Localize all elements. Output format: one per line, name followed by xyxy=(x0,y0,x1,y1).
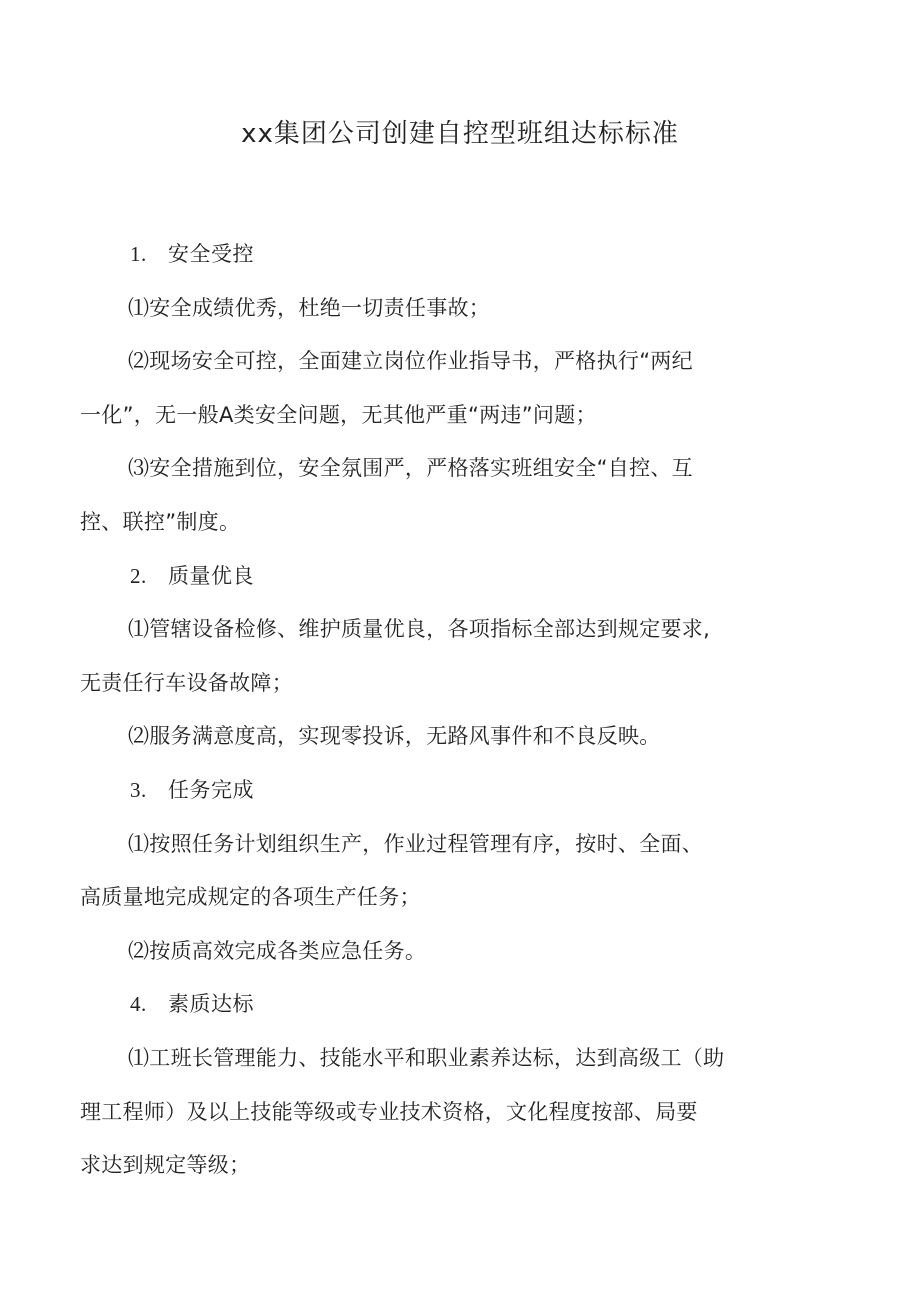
section-heading xyxy=(80,978,780,1032)
section-item xyxy=(80,442,780,549)
section-item xyxy=(80,1032,780,1193)
section-item xyxy=(80,710,780,764)
section-number: 3. xyxy=(130,777,147,802)
item-line: ⑴工班长管理能力、技能水平和职业素养达标，达到高级工（助 xyxy=(128,1045,725,1070)
document-title: xx集团公司创建自控型班组达标标准 xyxy=(241,119,679,149)
section-heading xyxy=(80,228,780,282)
item-line: 控、联控”制度。 xyxy=(80,509,241,534)
section-title: 素质达标 xyxy=(168,992,254,1017)
section-item xyxy=(80,335,780,442)
item-line: 求达到规定等级； xyxy=(80,1153,251,1178)
item-line: 理工程师）及以上技能等级或专业技术资格，文化程度按部、局要 xyxy=(80,1099,698,1124)
item-line: ⑴按照任务计划组织生产，作业过程管理有序，按时、全面、 xyxy=(128,831,704,856)
item-line: ⑴安全成绩优秀，杜绝一切责任事故； xyxy=(128,295,491,320)
item-line: ⑵服务满意度高，实现零投诉，无路风事件和不良反映。 xyxy=(128,724,661,749)
section-heading xyxy=(80,764,780,818)
section-item xyxy=(80,925,780,979)
section-heading xyxy=(80,550,780,604)
item-line: ⑵现场安全可控，全面建立岗位作业指导书，严格执行“两纪 xyxy=(128,349,693,374)
section-title: 质量优良 xyxy=(168,563,254,588)
section-number: 4. xyxy=(130,992,147,1017)
section-item xyxy=(80,818,780,925)
item-line: 无责任行车设备故障； xyxy=(80,670,293,695)
section-item xyxy=(80,282,780,336)
section-number: 2. xyxy=(130,563,147,588)
section-number: 1. xyxy=(130,242,147,266)
item-line: ⑶安全措施到位，安全氛围严，严格落实班组安全“自控、互 xyxy=(128,456,693,481)
section-title: 任务完成 xyxy=(168,777,254,802)
item-line: 高质量地完成规定的各项生产任务； xyxy=(80,885,421,910)
section-title: 安全受控 xyxy=(168,242,254,266)
item-line: ⑴管辖设备检修、维护质量优良，各项指标全部达到规定要求, xyxy=(128,617,711,642)
document-body xyxy=(80,228,780,1193)
item-line: ⑵按质高效完成各类应急任务。 xyxy=(128,938,427,963)
item-line: 一化”，无一般A类安全问题，无其他严重“两违”问题； xyxy=(80,402,597,427)
section-item xyxy=(80,603,780,710)
